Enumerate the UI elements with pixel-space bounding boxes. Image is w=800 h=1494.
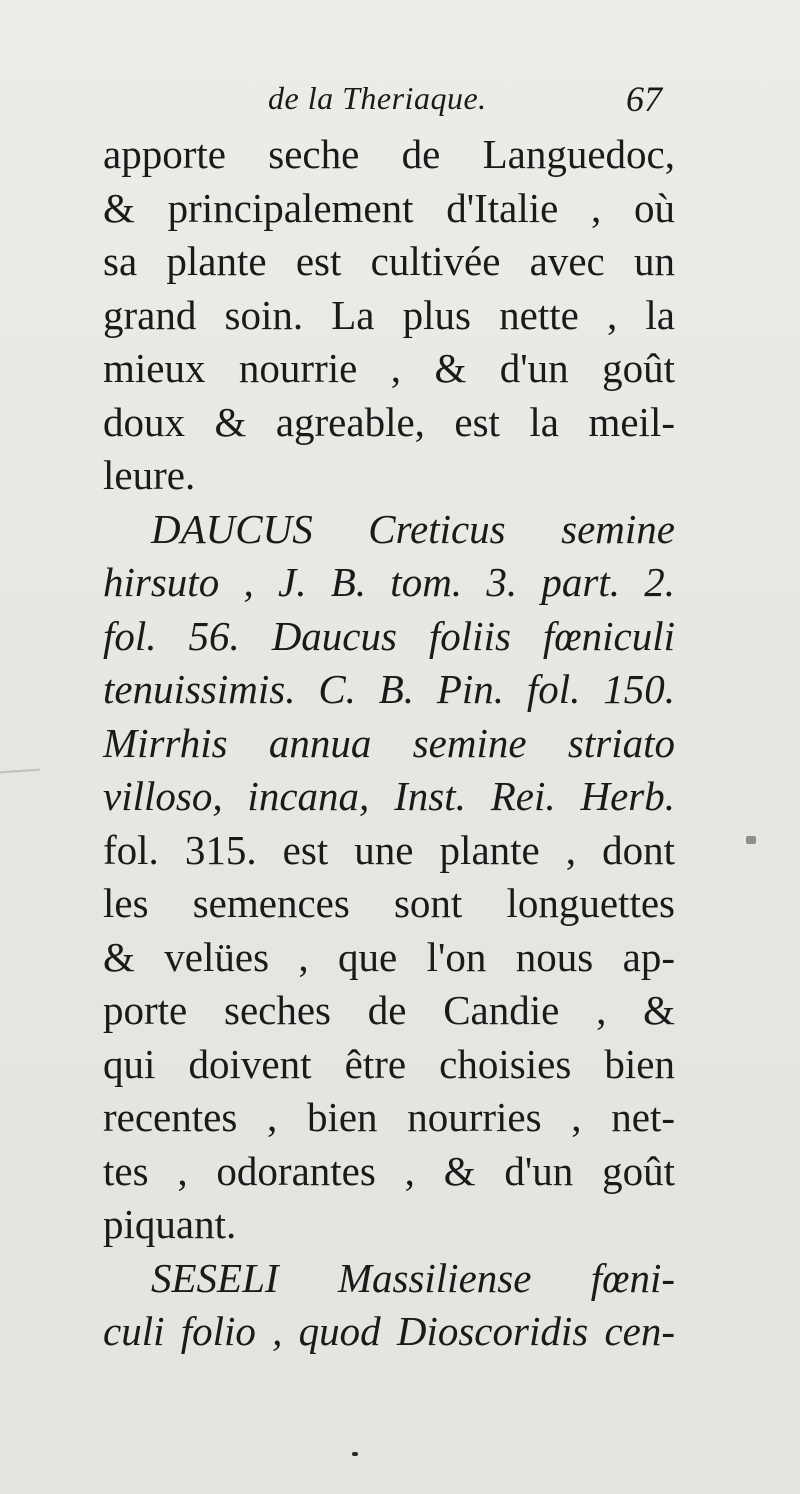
- text-line: apporte seche de Languedoc,: [103, 131, 675, 177]
- text-line: qui doivent être choisies bien: [103, 1040, 675, 1087]
- running-head: de la Theriaque.: [268, 80, 487, 116]
- ink-fleck: [352, 1452, 358, 1456]
- text-line: & principalement d'Italie , où: [103, 184, 675, 231]
- text-line: sa plante est cultivée avec un: [103, 238, 675, 284]
- text-line: Mirrhis annua semine striato: [103, 719, 675, 766]
- body-text: [103, 128, 675, 1359]
- text-line: hirsuto , J. B. tom. 3. part. 2.: [103, 559, 675, 605]
- text-line: tenuissimis. C. B. Pin. fol. 150.: [103, 666, 675, 712]
- text-line: villoso, incana, Inst. Rei. Herb.: [103, 773, 675, 819]
- text-line: les semences sont longuettes: [103, 880, 675, 926]
- text-line: culi folio , quod Dioscoridis cen-: [103, 1308, 675, 1354]
- text-line-daucus-heading: DAUCUS Creticus semine: [151, 505, 675, 552]
- text-line: piquant.: [103, 1201, 237, 1247]
- text-line: recentes , bien nourries , net-: [103, 1094, 675, 1140]
- text-line: leure.: [103, 452, 196, 498]
- text-line: porte seches de Candie , &: [103, 987, 675, 1033]
- page-number: 67: [626, 79, 662, 119]
- text-line: fol. 315. est une plante , dont: [103, 826, 675, 873]
- text-line: mieux nourrie , & d'un goût: [103, 345, 675, 391]
- text-line-seseli-heading: SESELI Massiliense fœni-: [151, 1254, 675, 1301]
- margin-smudge: [0, 769, 40, 774]
- ink-fleck: [746, 836, 756, 844]
- text-line: & velües , que l'on nous ap-: [103, 933, 675, 980]
- text-line: tes , odorantes , & d'un goût: [103, 1147, 675, 1194]
- text-line: doux & agreable, est la meil-: [103, 398, 675, 445]
- text-line: grand soin. La plus nette , la: [103, 291, 675, 338]
- text-line: fol. 56. Daucus foliis fœniculi: [103, 612, 675, 659]
